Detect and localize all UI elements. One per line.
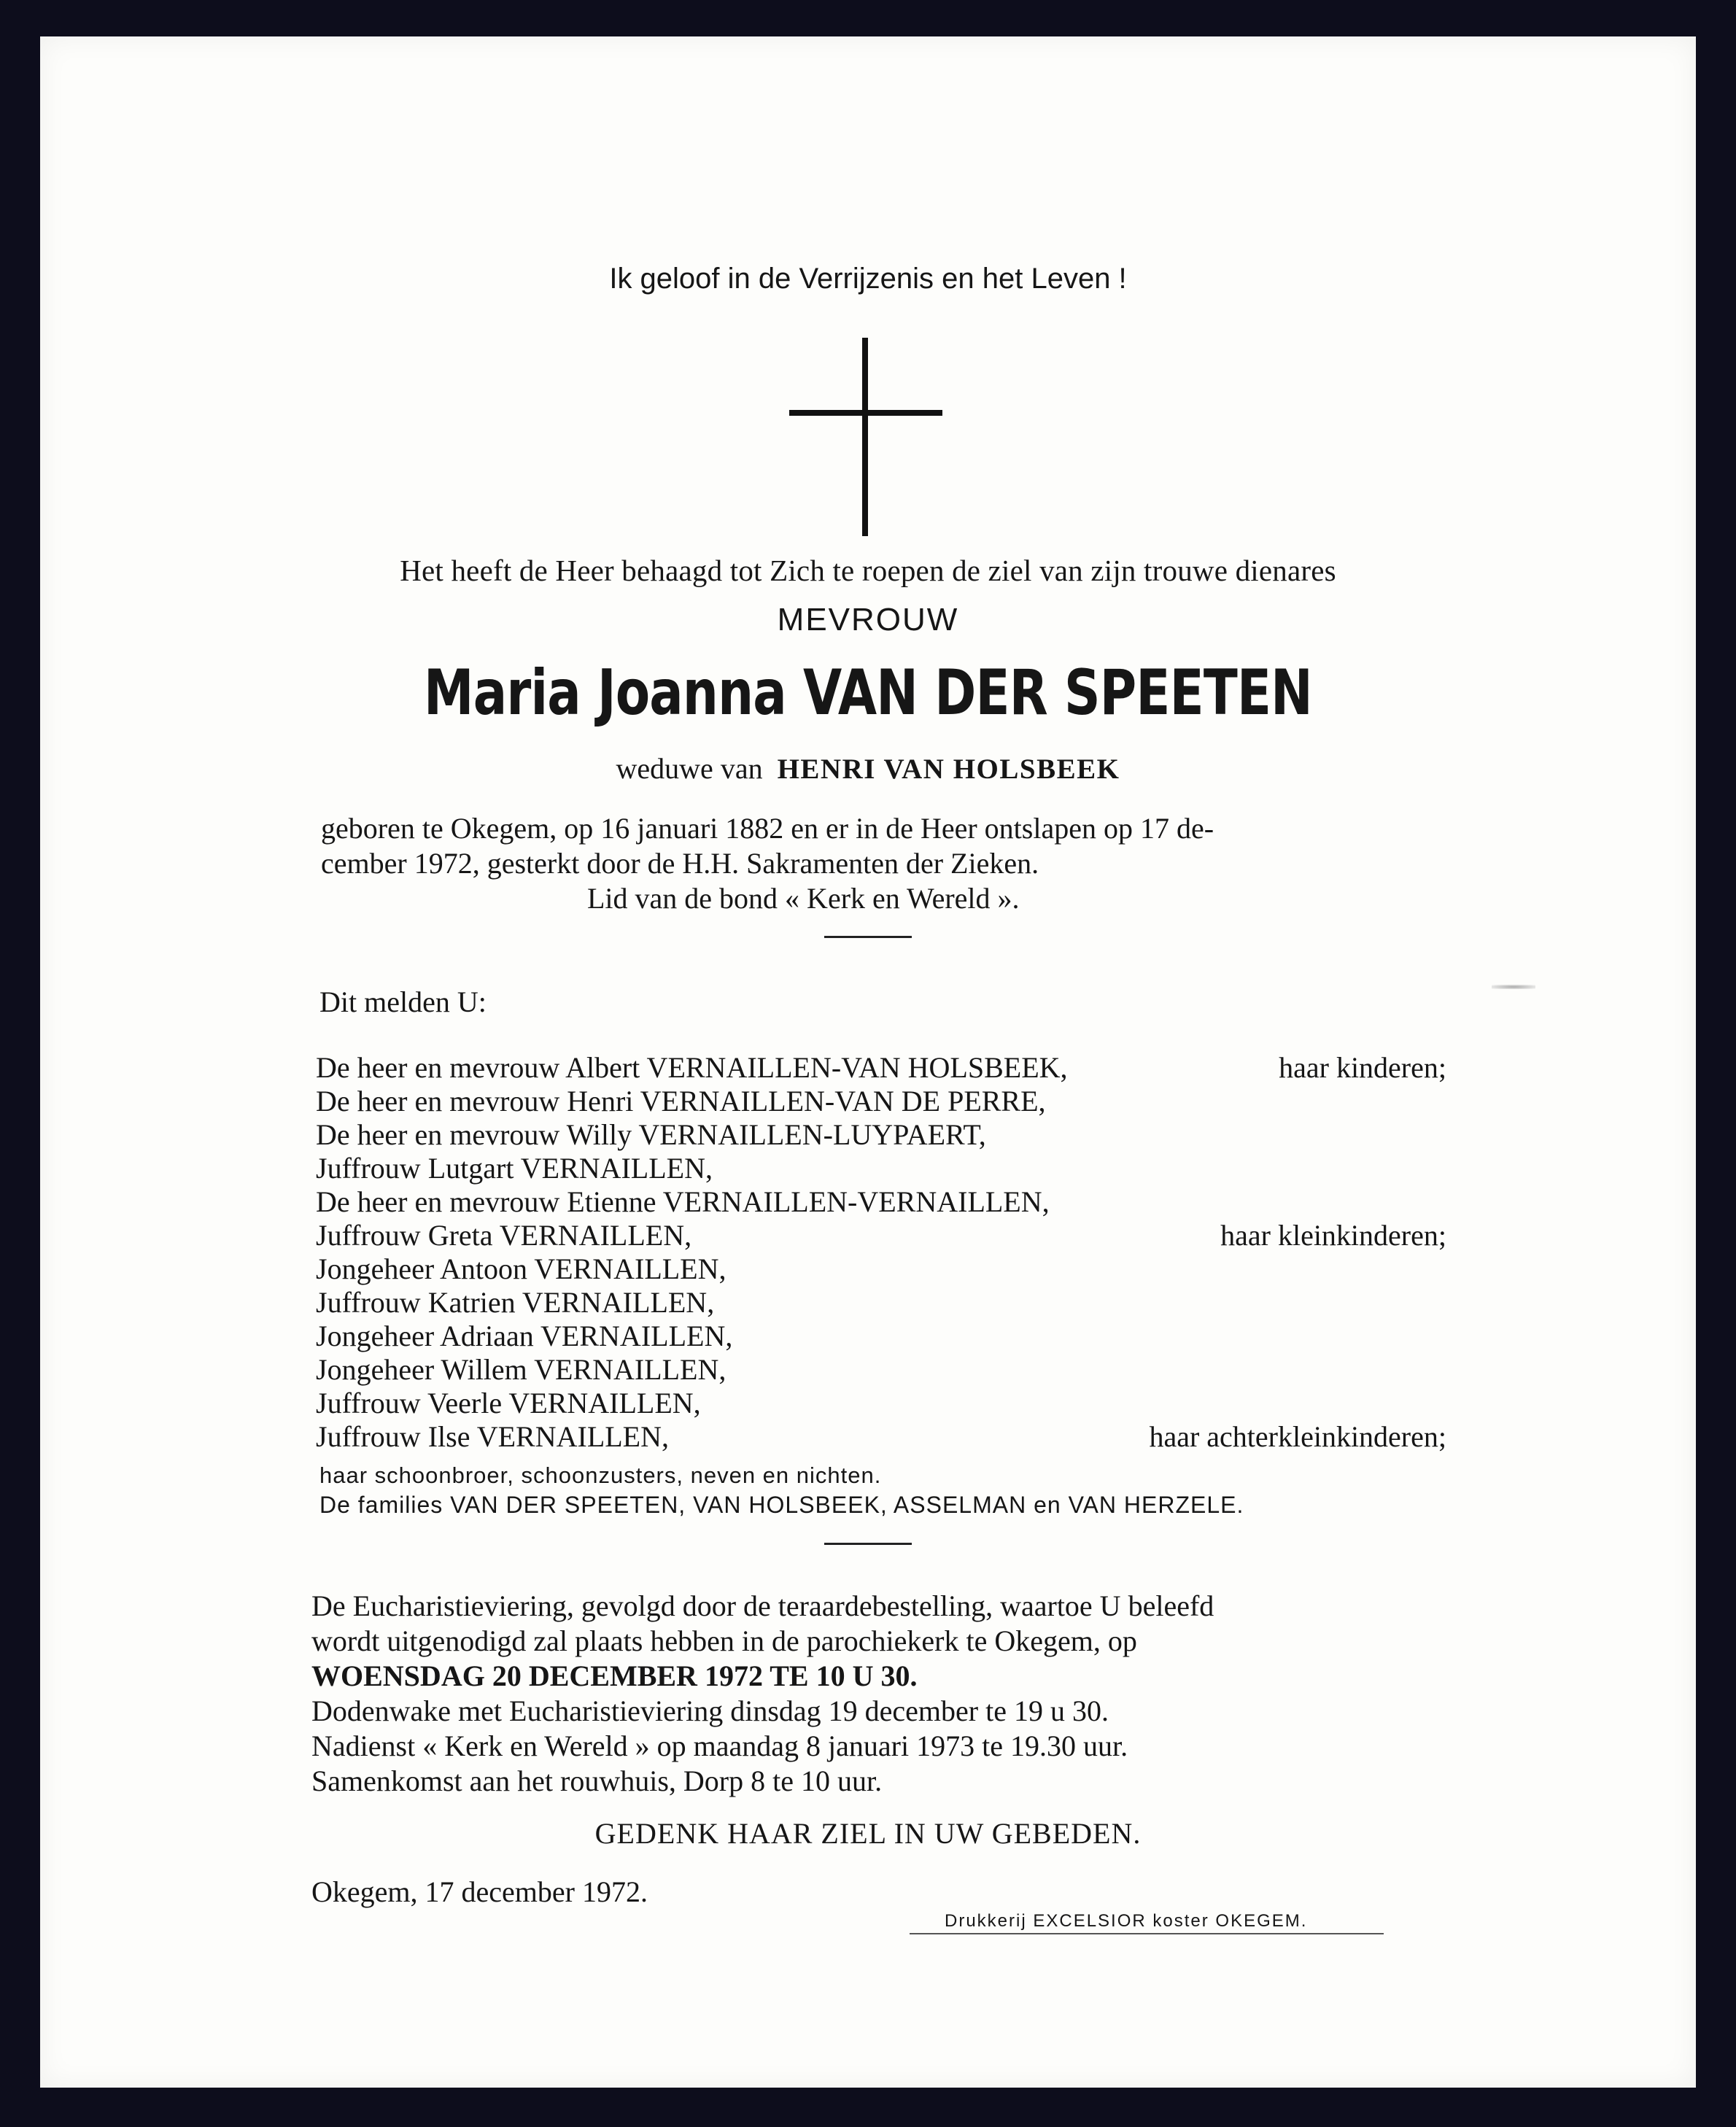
family-member-name: Jongeheer Adriaan VERNAILLEN, xyxy=(316,1320,733,1352)
printer-rule xyxy=(910,1933,1384,1934)
bio-line-1: geboren te Okegem, op 16 januari 1882 en er in de Heer ontslapen op 17 de- xyxy=(321,812,1214,845)
family-row xyxy=(316,1185,1446,1221)
service-line-2: wordt uitgenodigd zal plaats hebben in de parochiekerk te Okegem, op xyxy=(311,1624,1137,1657)
family-row xyxy=(316,1218,1446,1255)
spouse-name: HENRI VAN HOLSBEEK xyxy=(777,753,1120,785)
honorific-title: MEVROUW xyxy=(777,602,959,638)
service-line-4: Dodenwake met Eucharistieviering dinsdag 19 december te 19 u 30. xyxy=(311,1694,1109,1727)
family-member-name: Juffrouw Veerle VERNAILLEN, xyxy=(316,1387,701,1419)
family-relation: haar kleinkinderen; xyxy=(1220,1219,1446,1252)
family-member-name: De heer en mevrouw Etienne VERNAILLEN-VERNAILLEN, xyxy=(316,1185,1050,1218)
family-member-name: De heer en mevrouw Willy VERNAILLEN-LUYPAERT, xyxy=(316,1118,986,1151)
family-row xyxy=(316,1319,1446,1355)
family-row xyxy=(316,1285,1446,1322)
family-row xyxy=(316,1419,1446,1456)
family-row xyxy=(316,1151,1446,1188)
divider xyxy=(824,936,912,938)
bio-line-2: cember 1972, gesterkt door de H.H. Sakramenten der Zieken. xyxy=(321,847,1039,880)
family-member-name: Juffrouw Lutgart VERNAILLEN, xyxy=(316,1152,713,1185)
family-row xyxy=(316,1386,1446,1422)
family-member-name: Juffrouw Greta VERNAILLEN, xyxy=(316,1219,692,1252)
relatives-line: haar schoonbroer, schoonzusters, neven en nichten. xyxy=(319,1462,882,1488)
family-row xyxy=(316,1084,1446,1120)
family-member-name: Juffrouw Ilse VERNAILLEN, xyxy=(316,1420,670,1453)
family-member-name: De heer en mevrouw Henri VERNAILLEN-VAN DE PERRE, xyxy=(316,1085,1046,1117)
announce-text: Dit melden U: xyxy=(319,985,487,1018)
family-row xyxy=(316,1050,1446,1087)
family-member-name: Jongeheer Antoon VERNAILLEN, xyxy=(316,1252,726,1285)
cross-vertical-bar xyxy=(862,338,868,536)
prayer-line: GEDENK HAAR ZIEL IN UW GEBEDEN. xyxy=(594,1817,1142,1850)
family-row xyxy=(316,1352,1446,1389)
printer-credit: Drukkerij EXCELSIOR koster OKEGEM. xyxy=(945,1911,1308,1931)
service-date: WOENSDAG 20 DECEMBER 1972 TE 10 U 30. xyxy=(311,1659,918,1692)
family-member-name: Jongeheer Willem VERNAILLEN, xyxy=(316,1353,726,1386)
cross-horizontal-bar xyxy=(789,410,942,416)
family-member-name: Juffrouw Katrien VERNAILLEN, xyxy=(316,1286,715,1319)
deceased-name: Maria Joanna VAN DER SPEETEN xyxy=(424,656,1312,729)
families-line: De families VAN DER SPEETEN, VAN HOLSBEEK, ASSELMAN en VAN HERZELE. xyxy=(319,1492,1244,1518)
service-line-1: De Eucharistieviering, gevolgd door de teraardebestelling, waartoe U beleefd xyxy=(311,1589,1214,1622)
paper-speck xyxy=(1492,985,1535,989)
family-row xyxy=(316,1117,1446,1154)
family-relation: haar achterkleinkinderen; xyxy=(1149,1420,1446,1453)
family-relation: haar kinderen; xyxy=(1279,1051,1446,1084)
divider xyxy=(824,1543,912,1545)
family-row xyxy=(316,1252,1446,1288)
service-line-5: Nadienst « Kerk en Wereld » op maandag 8 januari 1973 te 19.30 uur. xyxy=(311,1729,1128,1762)
bio-line-3: Lid van de bond « Kerk en Wereld ». xyxy=(587,882,1020,915)
service-line-6: Samenkomst aan het rouwhuis, Dorp 8 te 10 uur. xyxy=(311,1764,883,1797)
widow-prefix: weduwe van xyxy=(616,752,763,785)
widow-of-line xyxy=(40,751,1696,786)
place-date: Okegem, 17 december 1972. xyxy=(311,1875,648,1908)
intro-text: Het heeft de Heer behaagd tot Zich te roepen de ziel van zijn trouwe dienares xyxy=(400,554,1336,587)
death-notice-card xyxy=(40,36,1696,2088)
motto: Ik geloof in de Verrijzenis en het Leven ! xyxy=(609,263,1127,295)
family-member-name: De heer en mevrouw Albert VERNAILLEN-VAN HOLSBEEK, xyxy=(316,1051,1068,1084)
